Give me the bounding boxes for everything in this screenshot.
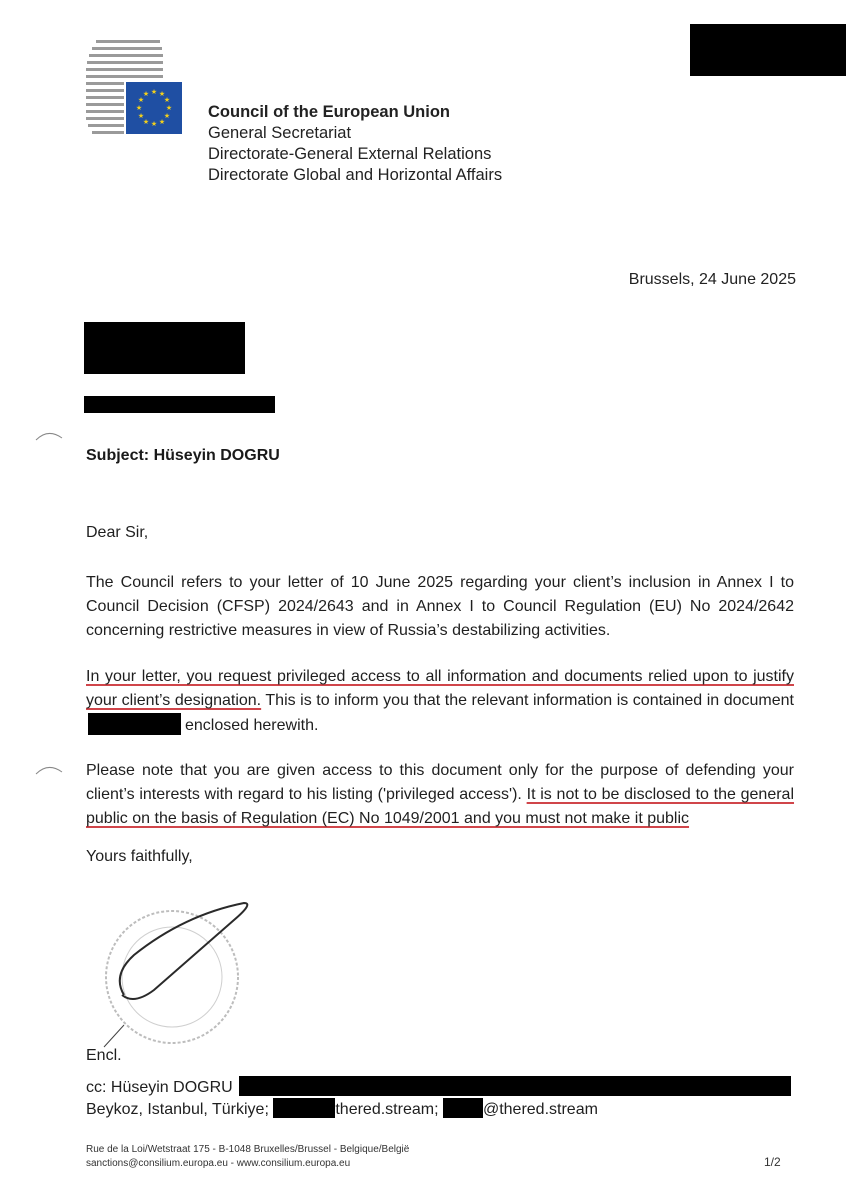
redaction-document-number	[88, 713, 181, 735]
cc-email-2-domain: @thered.stream	[482, 1101, 598, 1118]
cc-email-1-domain: thered.stream;	[335, 1101, 439, 1118]
redaction-recipient-address	[84, 396, 275, 413]
paragraph-2-middle: This is to inform you that the relevant information is contained in document	[261, 692, 795, 709]
svg-text:★: ★	[142, 90, 150, 98]
svg-text:★: ★	[137, 112, 145, 120]
svg-text:★: ★	[135, 104, 143, 112]
paragraph-2-end: enclosed herewith.	[185, 717, 319, 734]
redaction-cc-email-1	[273, 1098, 335, 1118]
svg-text:★: ★	[163, 96, 171, 104]
cc-line-1: cc: Hüseyin DOGRU	[86, 1079, 233, 1096]
paragraph-2	[86, 665, 794, 738]
paragraph-1: The Council refers to your letter of 10 June 2025 regarding your client’s inclusion in Annex I to Council Decision (CFSP) 2024/2643 and in Annex I to Council Regulation (EU) No 2024/2642 concerning restrictive measures in view of Russia’s destabilizing activities.	[86, 574, 794, 639]
svg-text:★: ★	[158, 90, 166, 98]
svg-text:★: ★	[165, 104, 173, 112]
footer	[86, 1143, 409, 1171]
svg-text:★: ★	[150, 120, 158, 128]
underlined-request: In your letter, you request privileged access to all information and documents relied upon to justify your client’s designation.	[86, 668, 794, 709]
enclosure-note: Encl.	[86, 1047, 122, 1064]
closing: Yours faithfully,	[86, 848, 193, 865]
redaction-cc-email-2	[443, 1098, 483, 1118]
svg-text:★: ★	[150, 88, 158, 96]
punch-hole-mark	[34, 762, 64, 776]
paragraph-3	[86, 759, 794, 831]
cc-block	[86, 1076, 791, 1120]
redaction-top-right	[690, 24, 846, 76]
subject-line: Subject: Hüseyin DOGRU	[86, 447, 280, 464]
signature-stamp	[84, 895, 264, 1055]
letterhead	[208, 102, 502, 186]
eu-council-logo	[86, 40, 198, 140]
letterhead-line: General Secretariat	[208, 124, 352, 142]
svg-text:★: ★	[142, 118, 150, 126]
footer-contact: sanctions@consilium.europa.eu - www.consilium.europa.eu	[86, 1158, 351, 1169]
organization-name: Council of the European Union	[208, 103, 450, 121]
redaction-cc-address	[239, 1076, 791, 1096]
date-line: Brussels, 24 June 2025	[628, 271, 796, 288]
letterhead-line: Directorate-General External Relations	[208, 145, 492, 163]
redaction-recipient-name	[84, 322, 245, 374]
punch-hole-mark	[34, 428, 64, 442]
salutation: Dear Sir,	[86, 524, 149, 541]
footer-address: Rue de la Loi/Wetstraat 175 - B-1048 Bruxelles/Brussel - Belgique/België	[86, 1144, 410, 1155]
svg-text:★: ★	[137, 96, 145, 104]
cc-line-2: Beykoz, Istanbul, Türkiye;	[86, 1101, 269, 1118]
svg-text:★: ★	[158, 118, 166, 126]
underlined-disclosure: It is not to be disclosed to the general public on the basis of Regulation (EC) No 1049/2001 and you must not make it public	[86, 786, 795, 827]
paragraph-3-plain: Please note that you are given access to this document only for the purpose of defending your client’s interests with regard to his listing ('privileged access').	[86, 762, 794, 803]
letterhead-line: Directorate Global and Horizontal Affairs	[208, 166, 503, 184]
svg-text:★: ★	[163, 112, 171, 120]
page-number: 1/2	[764, 1155, 781, 1169]
